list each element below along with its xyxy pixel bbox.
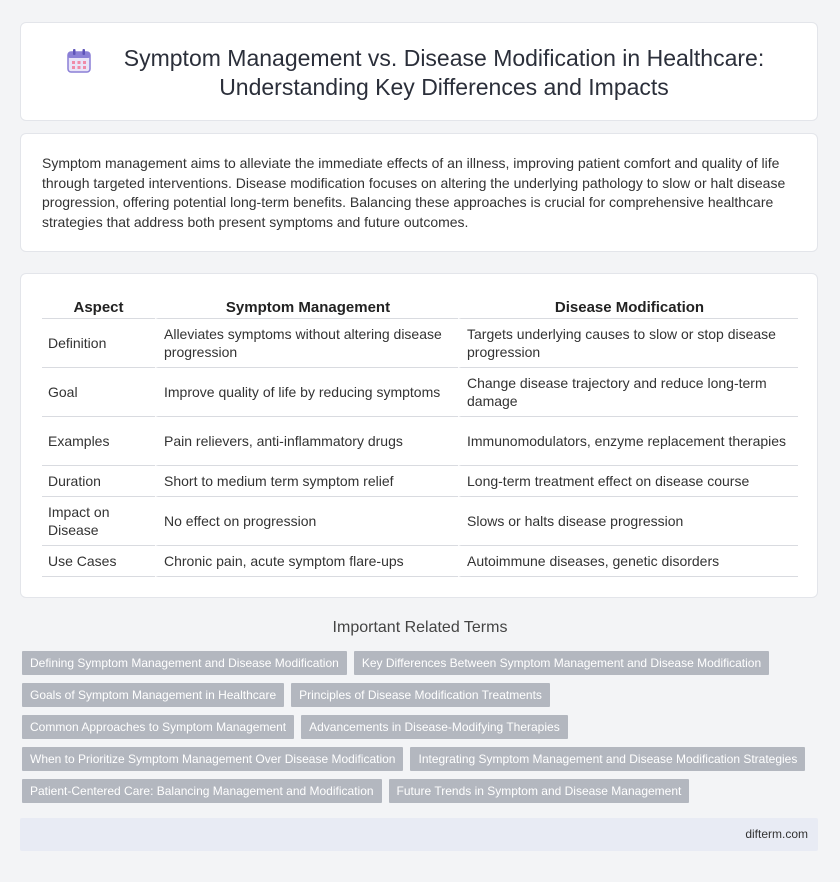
- related-term-tag[interactable]: Principles of Disease Modification Treatments: [291, 683, 550, 707]
- column-header: Symptom Management: [155, 296, 458, 319]
- table-cell: Goal: [42, 368, 155, 417]
- table-cell: Examples: [42, 417, 155, 466]
- table-cell: Chronic pain, acute symptom flare-ups: [155, 546, 458, 577]
- table-cell: Duration: [42, 466, 155, 497]
- table-cell: Pain relievers, anti-inflammatory drugs: [155, 417, 458, 466]
- table-row: [42, 497, 798, 546]
- table-row: [42, 319, 798, 368]
- table-cell: Long-term treatment effect on disease course: [458, 466, 798, 497]
- related-terms-title: Important Related Terms: [332, 619, 508, 636]
- related-term-tag[interactable]: Future Trends in Symptom and Disease Management: [389, 779, 690, 803]
- related-term-tag[interactable]: When to Prioritize Symptom Management Over Disease Modification: [22, 747, 403, 771]
- table-cell: Short to medium term symptom relief: [155, 466, 458, 497]
- table-cell: Use Cases: [42, 546, 155, 577]
- table-cell: Improve quality of life by reducing symptoms: [155, 368, 458, 417]
- table-row: [42, 368, 798, 417]
- comparison-table: [42, 296, 798, 577]
- table-cell: Change disease trajectory and reduce long-term damage: [458, 368, 798, 417]
- table-cell: No effect on progression: [155, 497, 458, 546]
- related-term-tag[interactable]: Integrating Symptom Management and Disease Modification Strategies: [410, 747, 805, 771]
- related-term-tag[interactable]: Patient-Centered Care: Balancing Management and Modification: [22, 779, 382, 803]
- page-title: Symptom Management vs. Disease Modification in Healthcare: Understanding Key Differences and Impacts: [123, 45, 765, 100]
- table-cell: Slows or halts disease progression: [458, 497, 798, 546]
- column-header: Disease Modification: [458, 296, 798, 319]
- table-cell: Targets underlying causes to slow or stop disease progression: [458, 319, 798, 368]
- table-cell: Autoimmune diseases, genetic disorders: [458, 546, 798, 577]
- table-header-row: [42, 296, 798, 319]
- related-term-tag[interactable]: Advancements in Disease-Modifying Therapies: [301, 715, 568, 739]
- table-cell: Definition: [42, 319, 155, 368]
- related-term-tag[interactable]: Common Approaches to Symptom Management: [22, 715, 294, 739]
- related-term-tag[interactable]: Key Differences Between Symptom Management and Disease Modification: [354, 651, 769, 675]
- related-terms-list: [22, 651, 822, 811]
- footer: [20, 818, 818, 851]
- related-term-tag[interactable]: Defining Symptom Management and Disease Modification: [22, 651, 347, 675]
- intro-card: [20, 133, 818, 252]
- calendar-icon: [65, 47, 93, 75]
- related-term-tag[interactable]: Goals of Symptom Management in Healthcare: [22, 683, 284, 707]
- intro-paragraph: Symptom management aims to alleviate the immediate effects of an illness, improving patient comfort and quality of life through targeted interventions. Disease modification focuses on altering the underlying pathology to slow or halt disease progression, offering potential long-term benefits. Balancing these approaches is crucial for comprehensive healthcare strategies that address both present symptoms and future outcomes.: [42, 155, 786, 230]
- table-cell: Immunomodulators, enzyme replacement therapies: [458, 417, 798, 466]
- table-row: [42, 417, 798, 466]
- header-card: [20, 22, 818, 121]
- comparison-card: [20, 273, 818, 598]
- table-cell: Impact on Disease: [42, 497, 155, 546]
- column-header: Aspect: [42, 296, 155, 319]
- footer-site-link[interactable]: difterm.com: [745, 827, 808, 841]
- table-row: [42, 546, 798, 577]
- table-row: [42, 466, 798, 497]
- table-cell: Alleviates symptoms without altering disease progression: [155, 319, 458, 368]
